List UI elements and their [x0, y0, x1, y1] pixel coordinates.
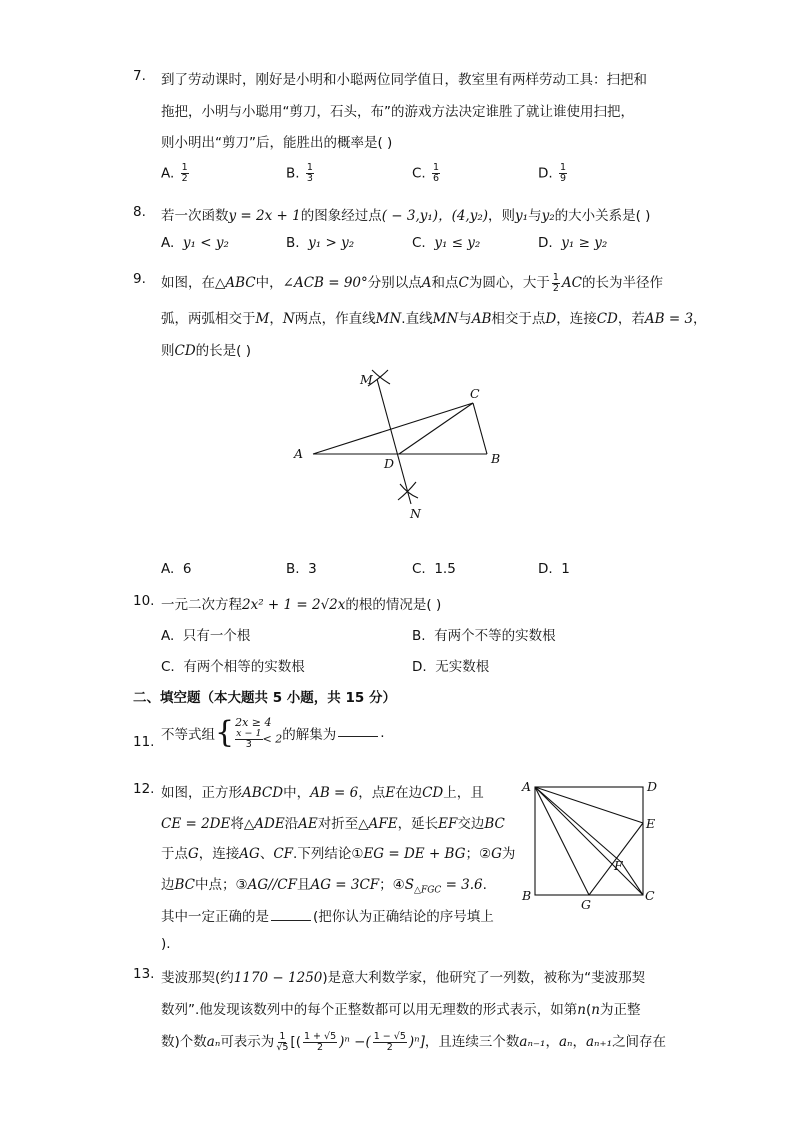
- q13-text-line3: 数)个数aₙ可表示为 $\frac{1}{√5}$ [( $\frac{1 + √5}{2}$ )ⁿ −( $\frac{1 - √5}{2}$ )ⁿ]，且连续三个数aₙ₋₁，aₙ，aₙ₊₁之间存在: [161, 1030, 667, 1053]
- line-mn: [377, 379, 411, 504]
- label-d: D: [384, 456, 395, 471]
- segment-ac: [535, 787, 643, 895]
- option-label: B.: [286, 165, 300, 182]
- q10-option-c[interactable]: C. 有两个相等的实数根: [161, 659, 305, 675]
- q12-text-line4: 边BC中点；③AG//CF且AG = 3CF；$④S_{\triangle FGC} = 3.6$.: [161, 877, 487, 896]
- fraction: $\frac{1 + √5}{2}$: [303, 1030, 337, 1053]
- label-d: D: [647, 779, 658, 794]
- q9-option-b[interactable]: B. 3: [286, 561, 317, 577]
- segment-cb: [473, 403, 487, 454]
- q10-number: 10.: [133, 593, 155, 609]
- option-label: D.: [538, 165, 553, 182]
- q7-text-line1: 到了劳动课时，刚好是小明和小聪两位同学值日，教室里有两样劳动工具：扫把和: [161, 72, 647, 88]
- q10-option-a[interactable]: A. 只有一个根: [161, 628, 251, 644]
- label-m: M: [360, 372, 373, 387]
- q10-option-b[interactable]: B. 有两个不等的实数根: [412, 628, 556, 644]
- fraction: $\frac{1}{3}$: [306, 162, 313, 184]
- fraction: $\frac{1}{2}$: [552, 271, 559, 294]
- q7-number: 7.: [133, 68, 146, 84]
- q9-option-c[interactable]: C. 1.5: [412, 561, 456, 577]
- q12-text-line1: 如图，正方形ABCD中，AB = 6，点E在边CD上，且: [161, 785, 484, 801]
- fraction: $\frac{1}{2}$: [181, 162, 188, 184]
- segment-ae: [535, 787, 643, 823]
- option-label: C.: [412, 165, 426, 182]
- segment-af: [535, 787, 621, 862]
- q7-option-a[interactable]: [161, 163, 191, 184]
- answer-blank[interactable]: [271, 908, 311, 921]
- q8-text: 若一次函数y = 2x + 1的图象经过点( − 3,y₁)，(4,y₂)，则y₁与y₂的大小关系是( ): [161, 208, 651, 224]
- segment-cd: [399, 403, 473, 454]
- label-a: A: [522, 779, 532, 794]
- q9-text-line2: 弧，两弧相交于M，N两点，作直线MN.直线MN与AB相交于点D，连接CD，若AB = 3，: [161, 311, 707, 327]
- q10-option-d[interactable]: D. 无实数根: [412, 659, 490, 675]
- section-heading-fill-in: 二、填空题（本大题共 5 小题，共 15 分）: [133, 690, 396, 706]
- label-a: A: [294, 446, 304, 461]
- q12-text-line2: CE = 2DE将△ADE沿AE对折至△AFE，延长EF交边BC: [161, 816, 505, 832]
- label-f: F: [614, 858, 623, 873]
- option-label: A.: [161, 165, 175, 182]
- q12-figure: [515, 776, 665, 916]
- fraction: $\frac{1}{6}$: [433, 162, 440, 184]
- q8-option-a[interactable]: A. y₁ < y₂: [161, 235, 229, 251]
- segment-fc: [621, 862, 643, 895]
- answer-blank[interactable]: [338, 724, 378, 737]
- q9-figure: [280, 362, 510, 527]
- q9-text-line1: 如图，在△ABC中，∠ACB = 90°分别以点A和点C为圆心，大于 $\frac{1}{2}$ AC的长为半径作: [161, 271, 664, 294]
- segment-ac: [313, 403, 473, 454]
- label-b: B: [522, 888, 532, 903]
- label-e: E: [646, 816, 656, 831]
- label-n: N: [410, 506, 421, 521]
- q13-text-line1: 斐波那契(约1170 − 1250)是意大利数学家，他研究了一列数，被称为“斐波那契: [161, 970, 646, 986]
- q11-text: 不等式组 { 2x ≥ 4 $\frac{x - 1}{3}$ < 2 的解集为 .: [161, 715, 385, 750]
- q7-text-line3: 则小明出“剪刀”后，能胜出的概率是( ): [161, 135, 393, 151]
- label-c: C: [645, 888, 655, 903]
- fraction: $\frac{1}{9}$: [559, 162, 567, 184]
- q9-number: 9.: [133, 271, 146, 287]
- q12-text-line3: 于点G，连接AG、CF.下列结论①EG = DE + BG；②G为: [161, 846, 516, 862]
- label-b: B: [491, 451, 501, 466]
- q12-text-line6: ).: [161, 936, 171, 952]
- q8-option-b[interactable]: B. y₁ > y₂: [286, 235, 355, 251]
- q9-text-line3: 则CD的长是( ): [161, 343, 251, 359]
- q7-option-d[interactable]: [538, 163, 569, 184]
- q12-text-line5: 其中一定正确的是 (把你认为正确结论的序号填上: [161, 909, 494, 925]
- inequality-system: { 2x ≥ 4 $\frac{x - 1}{3}$ < 2: [215, 715, 283, 750]
- q8-option-c[interactable]: C. y₁ ≤ y₂: [412, 235, 481, 251]
- q7-option-b[interactable]: [286, 163, 316, 184]
- q7-option-c[interactable]: [412, 163, 442, 184]
- fraction: $\frac{1 - √5}{2}$: [373, 1030, 406, 1053]
- q12-number: 12.: [133, 781, 155, 797]
- q13-number: 13.: [133, 966, 155, 982]
- q9-option-a[interactable]: A. 6: [161, 561, 192, 577]
- q8-option-d[interactable]: D. y₁ ≥ y₂: [538, 235, 608, 251]
- q8-number: 8.: [133, 204, 146, 220]
- label-c: C: [470, 386, 480, 401]
- q9-option-d[interactable]: D. 1: [538, 561, 570, 577]
- q13-text-line2: 数列”.他发现该数列中的每个正整数都可以用无理数的形式表示，如第n(n为正整: [161, 1002, 641, 1018]
- fraction: $\frac{1}{√5}$: [276, 1030, 289, 1053]
- q11-number: 11.: [133, 734, 155, 750]
- q10-text: 一元二次方程2x² + 1 = 2√2x的根的情况是( ): [161, 597, 442, 613]
- segment-ag: [535, 787, 589, 895]
- label-g: G: [581, 897, 591, 912]
- q7-text-line2: 拖把，小明与小聪用“剪刀，石头，布”的游戏方法决定谁胜了就让谁使用扫把，: [161, 104, 634, 120]
